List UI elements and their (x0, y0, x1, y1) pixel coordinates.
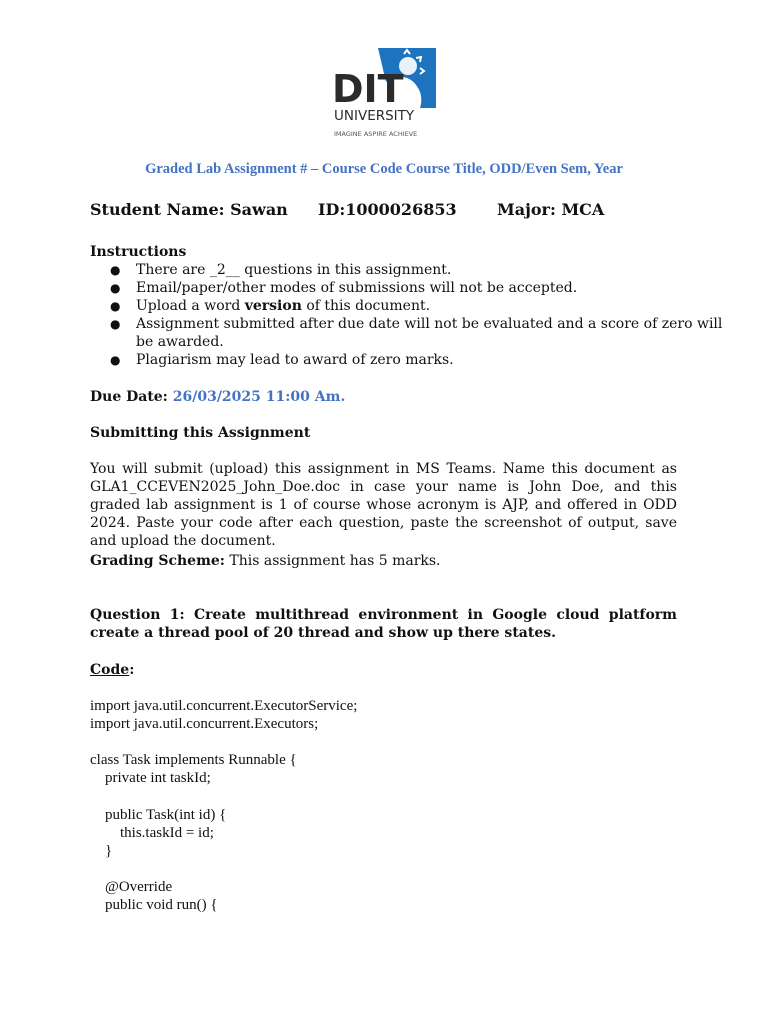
instruction-item: ● Assignment submitted after due date will not be evaluated and a score of zero will be awarded. (110, 316, 723, 350)
instruction-item: ● Plagiarism may lead to award of zero marks. (110, 352, 454, 368)
bullet-icon: ● (110, 317, 121, 331)
due-date-value: 26/03/2025 11:00 Am. (172, 389, 346, 405)
grading-label: Grading Scheme: (90, 553, 225, 569)
due-date (90, 388, 345, 406)
code-line: @Override (90, 879, 173, 895)
code-line: } (90, 843, 113, 859)
logo-dit-text: DIT (332, 67, 404, 111)
bullet-icon: ● (110, 281, 121, 295)
grading-text: This assignment has 5 marks. (224, 553, 441, 569)
logo-university-text: UNIVERSITY (334, 108, 415, 124)
code-line: this.taskId = id; (90, 825, 214, 841)
instructions-list (90, 261, 726, 369)
code-line: class Task implements Runnable { (90, 752, 297, 768)
code-line: import java.util.concurrent.ExecutorService; (90, 698, 358, 714)
code-line: public void run() { (90, 897, 218, 913)
code-line: import java.util.concurrent.Executors; (90, 716, 319, 732)
student-id: ID:1000026853 (318, 200, 457, 219)
instructions-heading: Instructions (90, 244, 187, 260)
student-name: Student Name: Sawan (90, 200, 288, 219)
instruction-item: ● Upload a word version of this document. (110, 298, 431, 314)
bullet-icon: ● (110, 263, 121, 277)
code-label: Code: (90, 662, 135, 678)
instruction-item: ● Email/paper/other modes of submissions will not be accepted. (110, 280, 578, 296)
submitting-text: You will submit (upload) this assignment in MS Teams. Name this document as GLA1_CCEVEN2025_John_Doe.doc in case your name is John Doe, and this graded lab assignment is 1 of course whose acronym is AJP, and offered in ODD 2024. Paste your code after each question, paste the screenshot of output, save and upload the document. (90, 461, 677, 549)
question-1: Question 1: Create multithread environment in Google cloud platform create a thread pool of 20 thread and show up there states. (90, 607, 677, 641)
dit-university-logo (330, 46, 440, 140)
bullet-icon: ● (110, 299, 121, 313)
submitting-heading: Submitting this Assignment (90, 425, 311, 441)
logo-tagline: IMAGINE ASPIRE ACHIEVE (334, 130, 418, 138)
code-line: public Task(int id) { (90, 807, 227, 823)
due-date-label: Due Date: (90, 389, 173, 405)
code-line: private int taskId; (90, 770, 211, 786)
bullet-icon: ● (110, 353, 121, 367)
instruction-item: ● There are _2__ questions in this assignment. (110, 262, 452, 278)
grading-scheme (90, 552, 441, 570)
student-major: Major: MCA (497, 200, 605, 219)
assignment-title: Graded Lab Assignment # – Course Code Course Title, ODD/Even Sem, Year (145, 161, 623, 177)
